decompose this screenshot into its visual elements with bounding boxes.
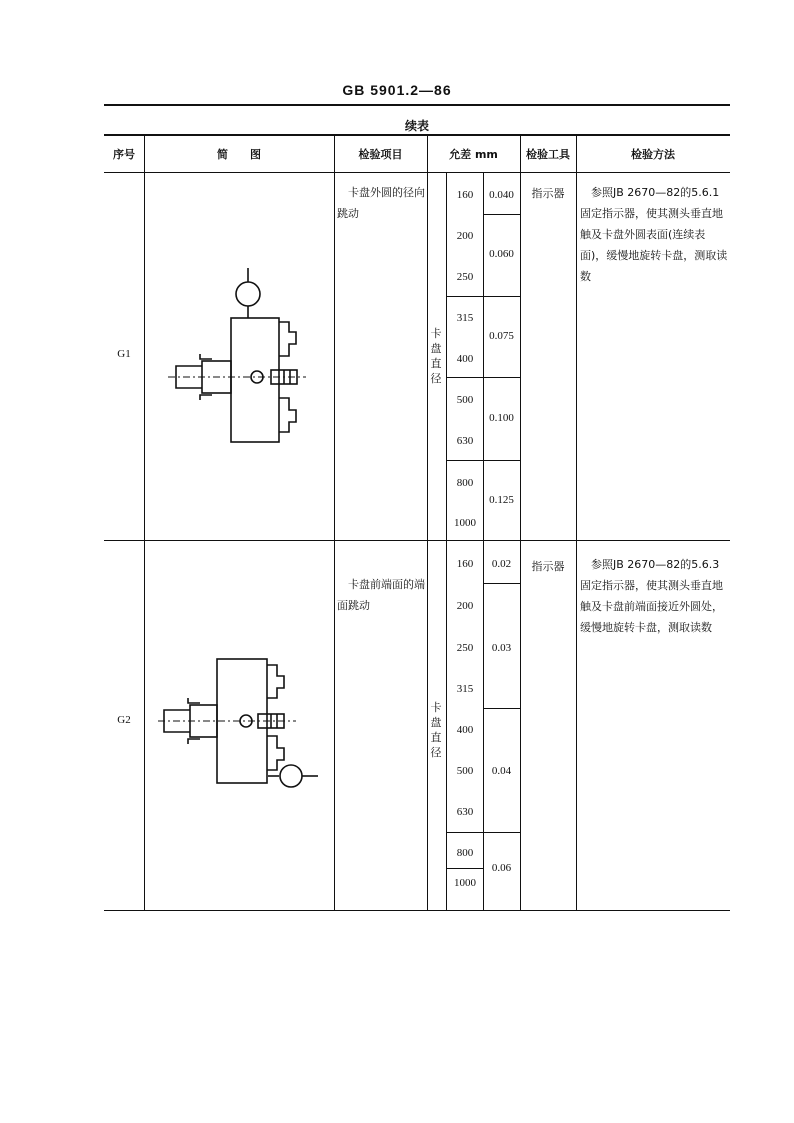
tolerance-value: 0.040: [489, 189, 514, 201]
row-method: 参照JB 2670—82的5.6.3 固定指示器，使其测头垂直地触及卡盘前端面接近外圆处，缓慢地旋转卡盘，测取读数: [580, 558, 723, 634]
size-value: 315: [456, 312, 474, 324]
size-label: 卡盘直径: [430, 327, 442, 385]
size-value: 400: [456, 724, 474, 736]
g2-chuck-diagram: [158, 659, 318, 787]
col-header-method: 检验方法: [631, 148, 675, 161]
col-header-diagram: 简 图: [217, 148, 261, 161]
size-value: 630: [456, 435, 474, 447]
size-label: 卡盘直径: [430, 701, 442, 759]
col-header-seq: 序号: [113, 148, 135, 161]
size-value: 400: [456, 353, 474, 365]
size-value: 200: [456, 230, 474, 242]
row-item: 卡盘外圆的径向跳动: [337, 186, 425, 220]
row-seq: G2: [117, 714, 131, 726]
size-value: 160: [456, 558, 474, 570]
tolerance-value: 0.02: [491, 558, 512, 570]
size-value: 500: [456, 765, 474, 777]
size-value: 800: [456, 477, 474, 489]
tolerance-value: 0.100: [489, 412, 514, 424]
row-tool: 指示器: [531, 187, 565, 200]
tolerance-value: 0.06: [491, 862, 512, 874]
size-value: 800: [456, 847, 474, 859]
size-value: 160: [456, 189, 474, 201]
col-header-tool: 检验工具: [526, 148, 570, 161]
size-value: 1000: [454, 517, 476, 529]
row-item: 卡盘前端面的端面跳动: [337, 578, 425, 612]
size-value: 630: [456, 806, 474, 818]
tolerance-value: 0.075: [489, 330, 514, 342]
tolerance-value: 0.03: [491, 642, 512, 654]
row-method: 参照JB 2670—82的5.6.1 固定指示器，使其测头垂直地触及卡盘外圆表面(连续表面)，缓慢地旋转卡盘，测取读数: [580, 186, 728, 283]
standard-number: GB 5901.2—86: [342, 82, 452, 98]
tolerance-value: 0.060: [489, 248, 514, 260]
g1-chuck-diagram: [168, 268, 306, 442]
size-value: 250: [456, 271, 474, 283]
tolerance-value: 0.125: [489, 494, 514, 506]
size-value: 500: [456, 394, 474, 406]
size-value: 315: [456, 683, 474, 695]
col-header-item: 检验项目: [358, 148, 403, 161]
row-tool: 指示器: [531, 560, 565, 573]
size-value: 250: [456, 642, 474, 654]
size-value: 200: [456, 600, 474, 612]
col-header-tolerance: 允差 mm: [449, 148, 498, 161]
tolerance-value: 0.04: [491, 765, 512, 777]
row-seq: G1: [117, 348, 131, 360]
continued-label: 续表: [404, 119, 429, 133]
size-value: 1000: [454, 877, 476, 889]
